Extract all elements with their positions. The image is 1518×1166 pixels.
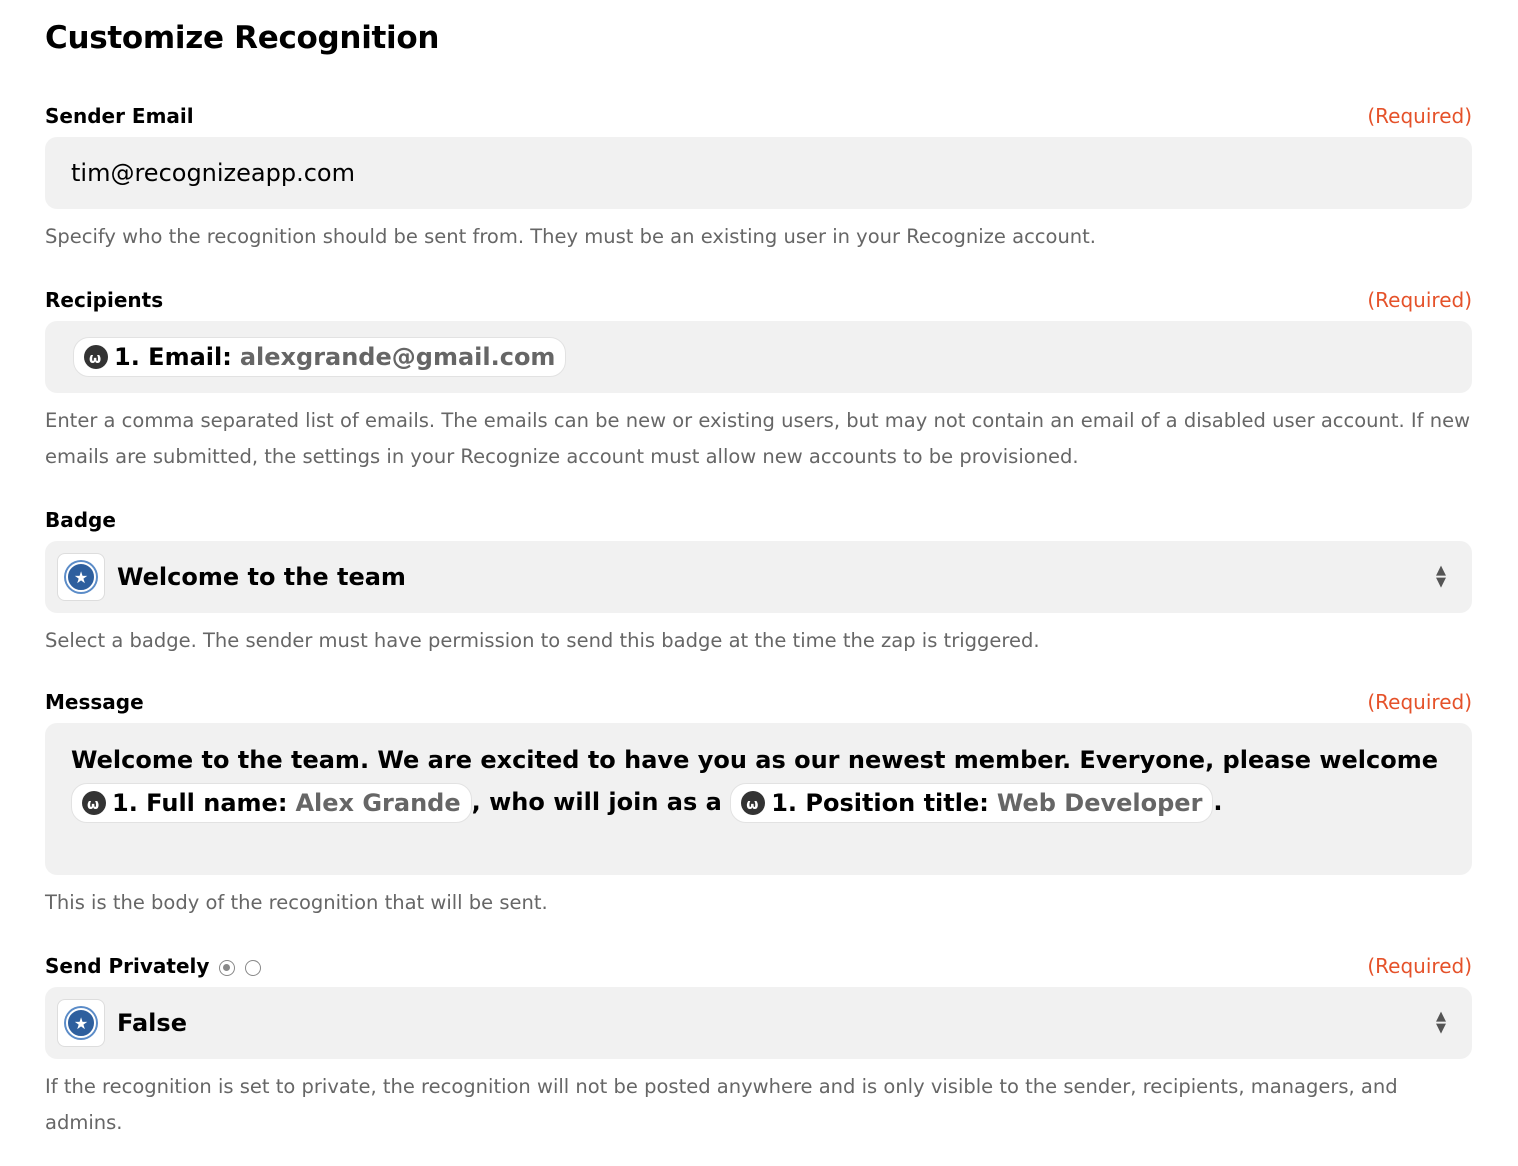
required-label: (Required) xyxy=(1367,690,1472,714)
full-name-pill[interactable] xyxy=(71,783,472,823)
message-text: Welcome to the team. We are excited to have you as our newest member. Everyone, please welcome xyxy=(71,746,1439,774)
sender-email-input[interactable] xyxy=(45,137,1472,209)
badge-help: Select a badge. The sender must have permission to send this badge at the time the zap is triggered. xyxy=(45,629,1040,652)
zapier-step-icon xyxy=(84,345,108,369)
sender-email-label: Sender Email xyxy=(45,104,194,128)
pill-key: 1. Full name: xyxy=(112,789,288,817)
required-label: (Required) xyxy=(1367,104,1472,128)
message-text: . xyxy=(1213,788,1223,816)
message-text: , who will join as a xyxy=(471,788,731,816)
badge-star-icon: ★ xyxy=(57,553,105,601)
position-title-pill[interactable] xyxy=(730,783,1213,823)
send-privately-label: Send Privately xyxy=(45,954,210,978)
radio-unselected[interactable] xyxy=(245,960,261,976)
required-label: (Required) xyxy=(1367,954,1472,978)
badge-value: Welcome to the team xyxy=(117,563,406,591)
recipients-help: Enter a comma separated list of emails. The emails can be new or existing users, but may not contain an email of a disabled user account. If new emails are submitted, the settings in your Recognize account must allow new accounts to be provisioned. xyxy=(45,409,1471,468)
recipients-input[interactable] xyxy=(45,321,1472,393)
badge-field xyxy=(45,505,1472,659)
pill-key: 1. Email: xyxy=(114,343,232,371)
pill-value: alexgrande@gmail.com xyxy=(239,343,556,371)
sender-email-help: Specify who the recognition should be sent from. They must be an existing user in your Recognize account. xyxy=(45,225,1097,248)
select-arrows-icon: ▲ ▼ xyxy=(1436,563,1446,590)
badge-select[interactable] xyxy=(45,541,1472,613)
send-privately-value: False xyxy=(117,1009,187,1037)
select-arrows-icon: ▲ ▼ xyxy=(1436,1009,1446,1036)
pill-value: Web Developer xyxy=(996,789,1203,817)
send-privately-help: If the recognition is set to private, the recognition will not be posted anywhere and is only visible to the sender, recipients, managers, and admins. xyxy=(45,1075,1398,1134)
send-privately-select[interactable] xyxy=(45,987,1472,1059)
recipients-field xyxy=(45,285,1472,475)
sender-email-value: tim@recognizeapp.com xyxy=(71,159,355,187)
pill-key: 1. Position title: xyxy=(771,789,989,817)
zapier-step-icon xyxy=(741,791,765,815)
recipient-email-pill[interactable] xyxy=(73,337,566,377)
radio-selected[interactable] xyxy=(219,960,235,976)
message-input[interactable] xyxy=(45,723,1472,875)
message-help: This is the body of the recognition that will be sent. xyxy=(45,891,548,914)
badge-label: Badge xyxy=(45,508,116,532)
sender-email-field xyxy=(45,101,1472,255)
send-privately-field xyxy=(45,951,1472,1141)
page-title: Customize Recognition xyxy=(45,20,440,56)
required-label: (Required) xyxy=(1367,288,1472,312)
pill-value: Alex Grande xyxy=(295,789,461,817)
zapier-step-icon xyxy=(82,791,106,815)
message-label: Message xyxy=(45,690,144,714)
message-field xyxy=(45,687,1472,921)
star-icon: ★ xyxy=(57,999,105,1047)
recipients-label: Recipients xyxy=(45,288,164,312)
